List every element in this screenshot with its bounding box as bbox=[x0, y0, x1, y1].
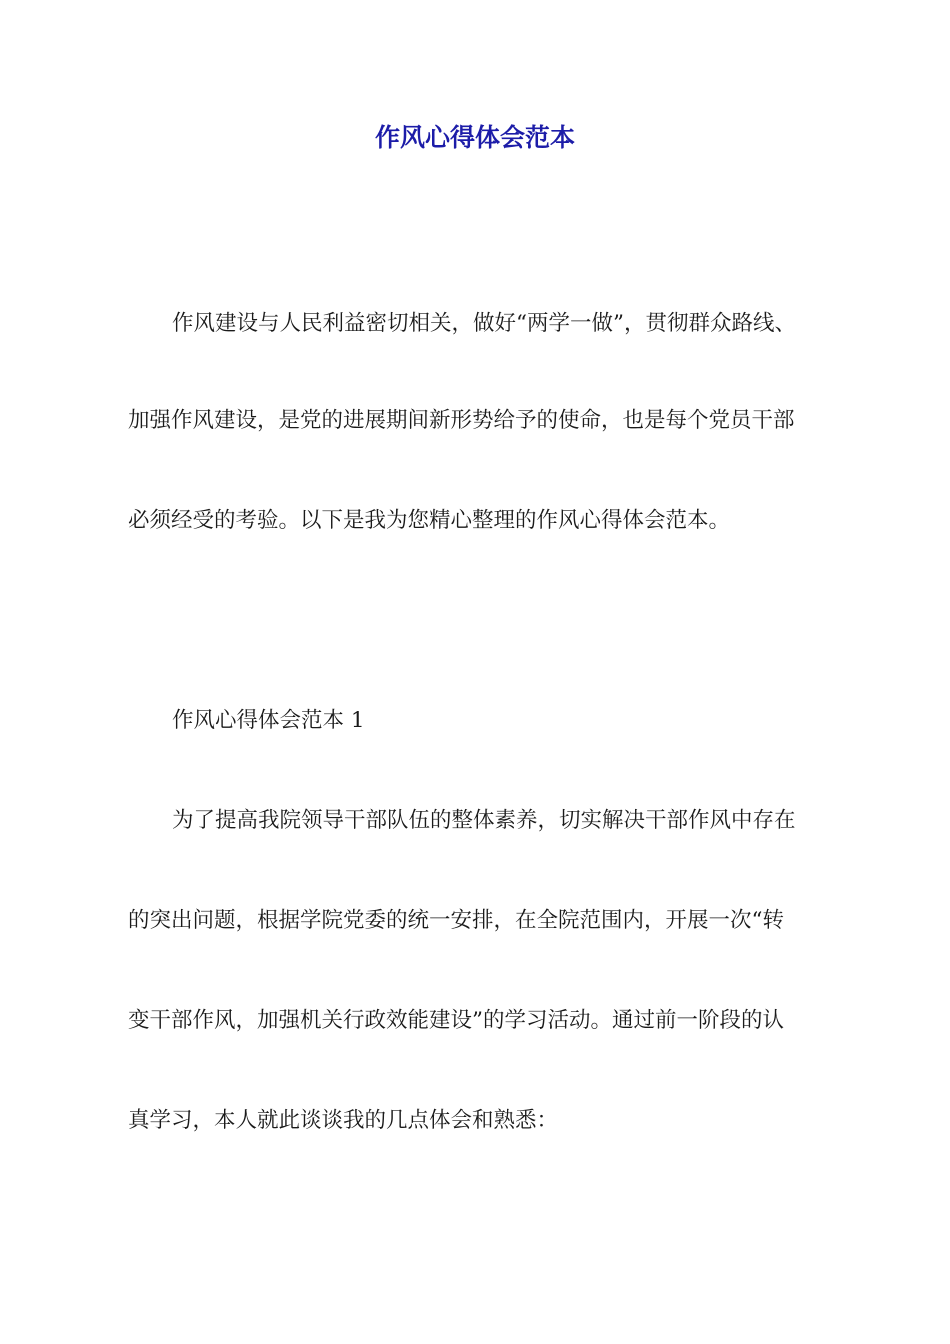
intro-line-3: 必须经受的考验。以下是我为您精心整理的作风心得体会范本。 bbox=[128, 508, 731, 533]
section-line-3: 变干部作风，加强机关行政效能建设”的学习活动。通过前一阶段的认 bbox=[128, 1008, 784, 1033]
intro-line-1: 作风建设与人民利益密切相关，做好“两学一做”，贯彻群众路线、 bbox=[172, 311, 796, 336]
document-title: 作风心得体会范本 bbox=[374, 123, 575, 152]
section-line-1: 为了提高我院领导干部队伍的整体素养，切实解决干部作风中存在 bbox=[172, 808, 796, 833]
section-line-4: 真学习，本人就此谈谈我的几点体会和熟悉： bbox=[128, 1108, 559, 1133]
intro-line-2: 加强作风建设，是党的进展期间新形势给予的使命，也是每个党员干部 bbox=[128, 408, 795, 433]
section-line-2: 的突出问题，根据学院党委的统一安排，在全院范围内，开展一次“转 bbox=[128, 908, 784, 933]
section-heading: 作风心得体会范本 1 bbox=[172, 708, 365, 733]
